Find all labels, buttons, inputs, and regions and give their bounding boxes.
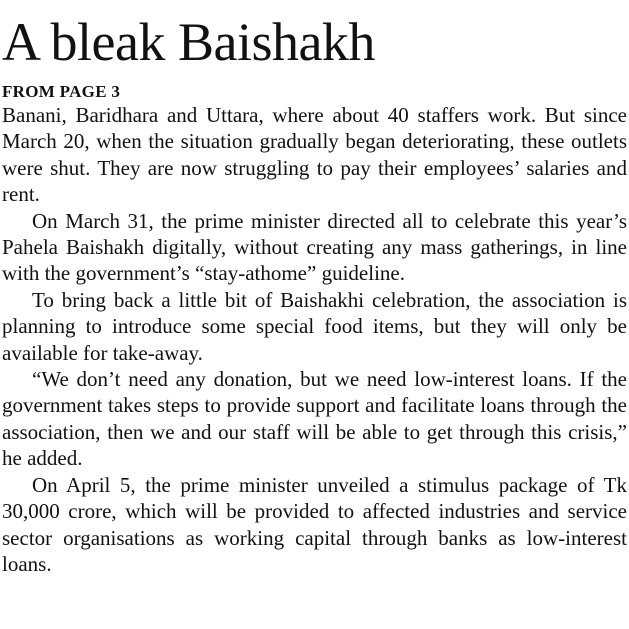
headline: A bleak Baishakh	[2, 12, 375, 72]
article-body	[2, 102, 627, 577]
paragraph: Banani, Baridhara and Uttara, where about 40 staffers work. But since March 20, when the situation gradually began deteriorating, these outlets were shut. They are now struggling to pay their employees’ salaries and rent.	[2, 103, 627, 207]
paragraph: “We don’t need any donation, but we need low-interest loans. If the government takes steps to provide support and facilitate loans through the association, then we and our staff will be able to get through this crisis,” he added.	[2, 367, 627, 471]
news-article	[2, 0, 627, 577]
paragraph: On April 5, the prime minister unveiled a stimulus package of Tk 30,000 crore, which will be provided to affected industries and service sector organisations as working capital through banks as low-interest loans.	[2, 472, 627, 576]
paragraph: On March 31, the prime minister directed all to celebrate this year’s Pahela Baishakh digitally, without creating any mass gatherings, in line with the government’s “stay-athome” guideline.	[2, 208, 627, 286]
jump-line: FROM PAGE 3	[2, 82, 121, 101]
paragraph: To bring back a little bit of Baishakhi celebration, the association is planning to introduce some special food items, but they will only be available for take-away.	[2, 287, 627, 365]
